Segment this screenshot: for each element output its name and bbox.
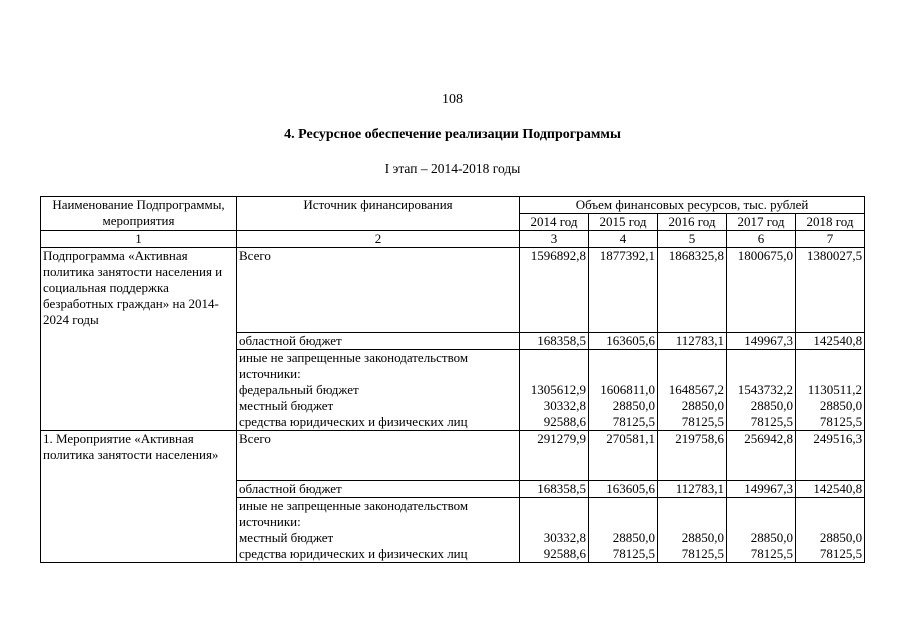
- other-sources-cell: [237, 498, 520, 563]
- value-cell: 1596892,8: [520, 248, 589, 333]
- value-cell: 1380027,5: [796, 248, 865, 333]
- value-cell: 28850,0: [612, 530, 655, 545]
- column-index: 1: [41, 231, 237, 248]
- other-source-label: средства юридических и физических лиц: [239, 546, 468, 561]
- value-cell: 1543732,2: [737, 382, 793, 397]
- value-cell: 78125,5: [681, 414, 724, 429]
- value-cell: 256942,8: [727, 431, 796, 481]
- column-index: 2: [237, 231, 520, 248]
- value-cell-stack: [727, 350, 796, 431]
- source-regional-label: областной бюджет: [237, 481, 520, 498]
- value-cell-stack: [589, 498, 658, 563]
- value-cell: 92588,6: [543, 414, 586, 429]
- other-source-label: местный бюджет: [239, 530, 334, 545]
- value-cell: 149967,3: [727, 333, 796, 350]
- other-sources-heading: иные не запрещенные законодательством источники:: [239, 498, 469, 529]
- value-cell-stack: [658, 498, 727, 563]
- value-cell: 78125,5: [612, 546, 655, 561]
- header-row: [41, 197, 865, 214]
- value-cell-stack: [520, 498, 589, 563]
- value-cell: 28850,0: [819, 530, 863, 545]
- value-cell: 112783,1: [658, 481, 727, 498]
- other-sources-heading: иные не запрещенные законодательством источники:: [239, 350, 469, 381]
- value-cell: 163605,6: [589, 333, 658, 350]
- header-year: 2014 год: [520, 214, 589, 231]
- other-source-label: средства юридических и физических лиц: [239, 414, 468, 429]
- value-cell: 112783,1: [658, 333, 727, 350]
- value-cell: 28850,0: [681, 530, 724, 545]
- value-cell: 219758,6: [658, 431, 727, 481]
- value-cell: 142540,8: [796, 481, 865, 498]
- column-index: 3: [520, 231, 589, 248]
- header-year: 2018 год: [796, 214, 865, 231]
- header-volume: Объем финансовых ресурсов, тыс. рублей: [520, 197, 865, 214]
- program-name: 1. Мероприятие «Активная политика занятости населения»: [41, 431, 237, 563]
- other-source-label: федеральный бюджет: [239, 382, 359, 397]
- value-cell: 1130511,2: [807, 382, 863, 397]
- value-cell: 1877392,1: [589, 248, 658, 333]
- value-cell: 1648567,2: [668, 382, 724, 397]
- value-cell: 30332,8: [543, 530, 586, 545]
- value-cell: 78125,5: [819, 414, 863, 429]
- column-index: 6: [727, 231, 796, 248]
- value-cell-stack: [796, 350, 865, 431]
- stage-title: I этап – 2014-2018 годы: [384, 161, 521, 176]
- value-cell: 28850,0: [750, 530, 793, 545]
- value-cell-stack: [796, 498, 865, 563]
- source-total-label: Всего: [237, 431, 520, 481]
- value-cell: 168358,5: [520, 333, 589, 350]
- value-cell: 1305612,9: [530, 382, 586, 397]
- value-cell: 28850,0: [612, 398, 655, 413]
- source-total-label: Всего: [237, 248, 520, 333]
- group-total-row: [41, 431, 865, 481]
- value-cell: 78125,5: [819, 546, 863, 561]
- value-cell: 249516,3: [796, 431, 865, 481]
- value-cell: 30332,8: [543, 398, 586, 413]
- page-number: 108: [442, 92, 463, 107]
- value-cell: 142540,8: [796, 333, 865, 350]
- value-cell: 28850,0: [819, 398, 863, 413]
- value-cell: 28850,0: [750, 398, 793, 413]
- header-source: Источник финансирования: [237, 197, 520, 231]
- column-index: 5: [658, 231, 727, 248]
- column-index: 7: [796, 231, 865, 248]
- column-index-row: [41, 231, 865, 248]
- value-cell: 78125,5: [750, 414, 793, 429]
- value-cell: 1800675,0: [727, 248, 796, 333]
- value-cell: 92588,6: [543, 546, 586, 561]
- value-cell: 1606811,0: [600, 382, 655, 397]
- header-year: 2015 год: [589, 214, 658, 231]
- program-name: Подпрограмма «Активная политика занятости населения и социальная поддержка безработных граждан» на 2014-2024 годы: [41, 248, 237, 431]
- value-cell-stack: [520, 350, 589, 431]
- value-cell: 1868325,8: [658, 248, 727, 333]
- value-cell: 270581,1: [589, 431, 658, 481]
- header-year: 2017 год: [727, 214, 796, 231]
- value-cell: 28850,0: [681, 398, 724, 413]
- value-cell: 149967,3: [727, 481, 796, 498]
- value-cell: 78125,5: [750, 546, 793, 561]
- value-cell-stack: [589, 350, 658, 431]
- other-sources-cell: [237, 350, 520, 431]
- value-cell-stack: [658, 350, 727, 431]
- value-cell-stack: [727, 498, 796, 563]
- header-year: 2016 год: [658, 214, 727, 231]
- source-regional-label: областной бюджет: [237, 333, 520, 350]
- group-total-row: [41, 248, 865, 333]
- section-title: 4. Ресурсное обеспечение реализации Подпрограммы: [284, 127, 621, 142]
- value-cell: 78125,5: [681, 546, 724, 561]
- value-cell: 78125,5: [612, 414, 655, 429]
- value-cell: 291279,9: [520, 431, 589, 481]
- header-name: Наименование Подпрограммы, мероприятия: [41, 197, 237, 231]
- value-cell: 168358,5: [520, 481, 589, 498]
- resource-table: [40, 196, 865, 563]
- other-source-label: местный бюджет: [239, 398, 334, 413]
- value-cell: 163605,6: [589, 481, 658, 498]
- column-index: 4: [589, 231, 658, 248]
